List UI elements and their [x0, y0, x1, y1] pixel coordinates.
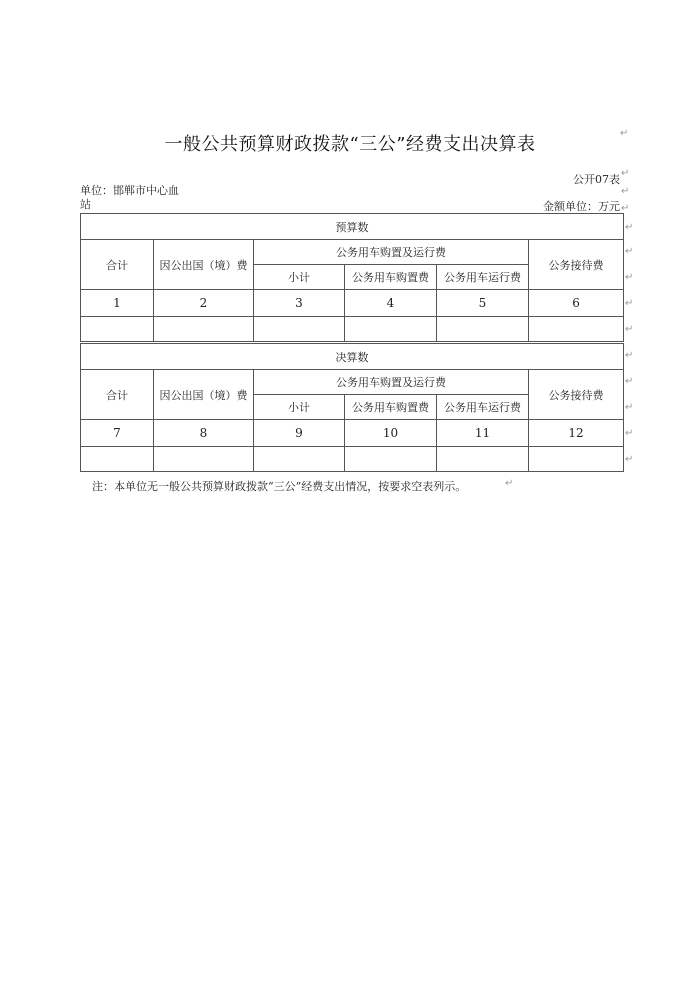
budget-table: [80, 213, 624, 342]
header-reception: 公务接待费: [529, 370, 624, 420]
paragraph-mark-icon: ↵: [621, 203, 630, 214]
paragraph-mark-icon: ↵: [625, 324, 634, 335]
table-row: [81, 290, 624, 317]
header-reception: 公务接待费: [529, 240, 624, 290]
data-cell: [529, 317, 624, 342]
paragraph-mark-icon: ↵: [621, 186, 630, 197]
column-number: 8: [154, 420, 254, 447]
column-number: 12: [529, 420, 624, 447]
paragraph-mark-icon: ↵: [505, 478, 514, 489]
header-abroad: 因公出国（境）费: [154, 370, 254, 420]
section-title: 预算数: [81, 214, 624, 240]
header-purchase: 公务用车购置费: [345, 265, 437, 290]
paragraph-mark-icon: ↵: [625, 376, 634, 387]
header-vehicle-group: 公务用车购置及运行费: [254, 370, 529, 395]
paragraph-mark-icon: ↵: [625, 246, 634, 257]
data-cell: [154, 317, 254, 342]
column-number: 7: [81, 420, 154, 447]
unit-label: 单位：邯郸市中心血站: [80, 184, 179, 211]
column-number: 5: [437, 290, 529, 317]
form-number: 公开07表: [573, 173, 620, 186]
column-number: 10: [345, 420, 437, 447]
final-accounts-table: [80, 343, 624, 472]
data-cell: [81, 317, 154, 342]
data-cell: [345, 317, 437, 342]
header-subtotal: 小计: [254, 265, 345, 290]
column-number: 3: [254, 290, 345, 317]
paragraph-mark-icon: ↵: [625, 272, 634, 283]
header-purchase: 公务用车购置费: [345, 395, 437, 420]
header-abroad: 因公出国（境）费: [154, 240, 254, 290]
paragraph-mark-icon: ↵: [625, 428, 634, 439]
paragraph-mark-icon: ↵: [625, 298, 634, 309]
data-cell: [254, 317, 345, 342]
column-number: 2: [154, 290, 254, 317]
data-cell: [437, 317, 529, 342]
header-vehicle-group: 公务用车购置及运行费: [254, 240, 529, 265]
column-number: 1: [81, 290, 154, 317]
paragraph-mark-icon: ↵: [620, 128, 629, 139]
data-cell: [81, 447, 154, 472]
data-cell: [529, 447, 624, 472]
column-number: 4: [345, 290, 437, 317]
column-number: 11: [437, 420, 529, 447]
header-running: 公务用车运行费: [437, 395, 529, 420]
data-cell: [154, 447, 254, 472]
footnote: 注：本单位无一般公共预算财政拨款“三公”经费支出情况，按要求空表列示。: [92, 480, 467, 493]
column-number: 9: [254, 420, 345, 447]
table-row: [81, 317, 624, 342]
section-title: 决算数: [81, 344, 624, 370]
header-total: 合计: [81, 370, 154, 420]
amount-unit: 金额单位：万元: [543, 200, 620, 213]
header-subtotal: 小计: [254, 395, 345, 420]
paragraph-mark-icon: ↵: [625, 402, 634, 413]
header-total: 合计: [81, 240, 154, 290]
data-cell: [437, 447, 529, 472]
paragraph-mark-icon: ↵: [625, 454, 634, 465]
paragraph-mark-icon: ↵: [625, 222, 634, 233]
paragraph-mark-icon: ↵: [625, 350, 634, 361]
header-running: 公务用车运行费: [437, 265, 529, 290]
page-title: 一般公共预算财政拨款“三公”经费支出决算表: [164, 134, 536, 155]
paragraph-mark-icon: ↵: [621, 168, 630, 179]
table-row: [81, 420, 624, 447]
column-number: 6: [529, 290, 624, 317]
data-cell: [254, 447, 345, 472]
table-row: [81, 447, 624, 472]
data-cell: [345, 447, 437, 472]
